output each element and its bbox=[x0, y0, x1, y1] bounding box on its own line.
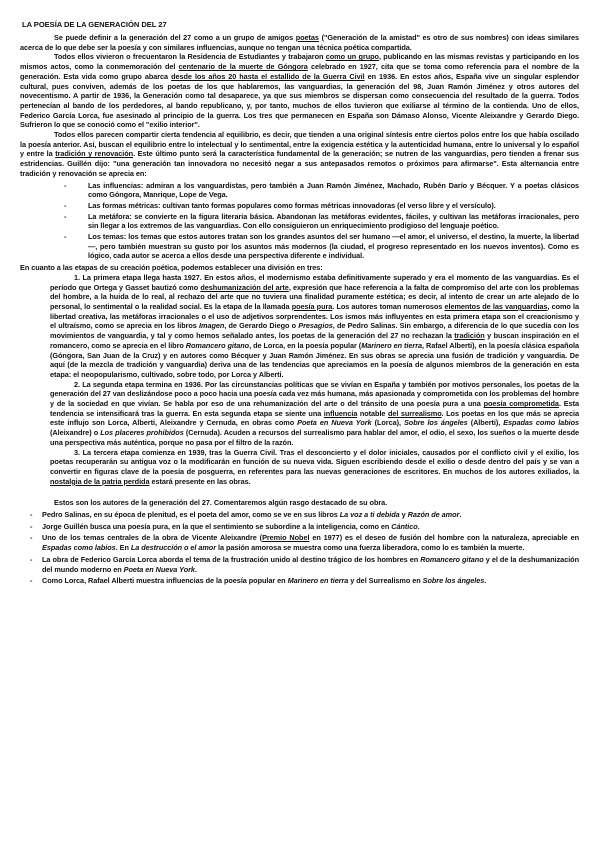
text: . bbox=[459, 510, 462, 520]
list-item bbox=[30, 533, 579, 552]
text: Jorge Guillén busca una poesía pura, en la que el sentimiento se subordine a la inteligencia, como en bbox=[42, 521, 392, 531]
intro-paragraph-3 bbox=[20, 130, 579, 179]
list-item: - La metáfora: se convierte en la figura literaria básica. Abandonan las metáforas evidentes, fáciles, y cultivan las metáforas irracionales, pero sin llegar a los extremos de las vanguardias. Con ello consiguieron un enriquecimiento prodigioso del lenguaje poético. bbox=[64, 212, 579, 231]
text: . Este último punto será la característica fundamental de la generación; se nutren de las vanguardias, pero tienden a frenar sus estridencias. Guillén dijo: "una generación tan innovadora no necesitó negar a sus antepasados remotos o próximos para afirmarse". Esta alternancia entre tradición y renovación se aprecia en: bbox=[20, 149, 579, 178]
text: . bbox=[484, 576, 487, 586]
intro-paragraph-1 bbox=[20, 33, 579, 52]
text: , Rafael Alberti), en la poesía clásica española (Góngora, San Juan de la Cruz) y en autores como Bécquer y Juan Ramón Jiménez. En sus obras se aprecia una fusión de tradición y vanguardia. De aquí (de la mezcla de tradición y vanguardia) deriva una de las tendencias que apreciamos en la poesía de algunos miembros de la generación en esta etapa: el neopopularismo, cultivado, sobre todo, por Lorca y Alberti. bbox=[50, 340, 579, 379]
stages-intro: En cuanto a las etapas de su creación poética, podemos establecer una división en tres: bbox=[20, 263, 323, 273]
text: . bbox=[417, 521, 420, 531]
book-title: Romancero gitano bbox=[185, 340, 250, 350]
text: , de Lorca, en la poesía popular ( bbox=[249, 340, 362, 350]
text: 3. La tercera etapa comienza en 1939, tras la Guerra Civil. Tras el desconcierto y el dolor iniciales, causados por el conflicto civil y el exilio, los poetas recuperarán su antigua voz o la modificarán en función de su nueva vida. Siguen escribiendo desde el exilio o desde dentro del país y se van a convertir en figuras clave de la poesía de posguerra, en referentes para las nuevas generaciones de escritores. En muchos de los autores exiliados, la bbox=[50, 447, 579, 476]
underlined-term: elementos de las vanguardias bbox=[444, 301, 548, 311]
text: Todos ellos vivieron o frecuentaron la Residencia de Estudiantes y trabajaron bbox=[54, 52, 326, 62]
text: Pedro Salinas, en su época de plenitud, es el poeta del amor, como se ve en sus libros bbox=[42, 510, 340, 520]
underlined-term: Premio Nobel bbox=[262, 533, 310, 543]
underlined-term: influencia bbox=[323, 408, 358, 418]
underlined-term: tradición y renovación bbox=[55, 149, 134, 159]
list-item: - Los temas: los temas que estos autores tratan son los grandes asuntos del ser humano —el amor, el universo, el destino, la muerte, la libertad—, pero también muestran su gusto por los asuntos más modernos (la ciudad, el progreso representado en los nuevos inventos). Como es lógico, cada autor se acerca a ellos desde una perspectiva diferente e individual. bbox=[64, 232, 579, 261]
text: , de Pedro Salinas. Sin embargo, a diferencia de lo que sucedía con los movimientos de vanguardia, y tal y como hemos señalado antes, los poetas de la generación del 27 no rechazan la bbox=[50, 321, 579, 341]
spacer bbox=[20, 486, 579, 496]
stage-3-paragraph bbox=[50, 448, 579, 487]
text: en 1977) es el deseo de fusión del hombre con la naturaleza, apreciable en bbox=[309, 533, 580, 543]
text: (Lorca), bbox=[371, 418, 404, 428]
text: La obra de Federico García Lorca aborda el tema de la frustración unido al destino trágico de los hombres en bbox=[42, 554, 421, 564]
underlined-term: poesía pura bbox=[291, 301, 333, 311]
text: 2. La segunda etapa termina en 1936. Por las circunstancias políticas que se vivían en España y también por motivos personales, los poetas de la generación del 27 van deslizándose poco a poco hacia una poesía cada vez más humana, más apasionada y comprometida con los problemas del hombre y de la sociedad en que vivían. Se habla por eso de una rehumanización del arte o del tránsito de una poesía pura a una bbox=[50, 379, 579, 409]
text: Como Lorca, Rafael Alberti muestra influencias de la poesía popular en bbox=[42, 576, 288, 586]
text: celebrado en 1927, cita que se toma como referencia para el nombre de la generación. Esta vida como grupo abarca bbox=[20, 62, 579, 81]
book-title: Sobre los ángeles bbox=[422, 576, 485, 586]
stage-1-paragraph bbox=[50, 273, 579, 380]
text: , de Gerardo Diego o bbox=[224, 321, 299, 331]
text: . Los poetas en los que más se aprecia este influjo son Lorca, Alberti, Aleixandre y Cernuda, en obras como bbox=[50, 408, 579, 428]
text: (Cernuda). Acuden a recursos del surrealismo para hablar del amor, el odio, el sexo, los sueños o la muerte desde una perspectiva más auténtica, porque no pasa por el filtro de la razón. bbox=[50, 428, 579, 447]
text: estará presente en las obras. bbox=[149, 476, 251, 486]
book-title: Marinero en tierra bbox=[287, 576, 349, 586]
list-item: - Las formas métricas: cultivan tanto formas populares como formas métricas innovadoras (el verso libre y el versículo). bbox=[64, 201, 579, 211]
text: Uno de los temas centrales de la obra de Vicente Aleixandre ( bbox=[42, 533, 263, 543]
text: y bbox=[399, 510, 408, 520]
underlined-term: poetas bbox=[295, 33, 319, 42]
text: en 1936. En estos años, España vive un singular esplendor cultural, pues conviven, además de los poetas de los que hablaremos, las vanguardias, la generación del 98, Juan Ramón Jiménez y otros autores del novecentismo. A partir de 1936, la Generación como tal desaparece, ya que sus miembros se dispersan como consecuencia del resultado de la guerra. Todos pertenecían al bando de los perdedores, al bando republicano, y, por tanto, muchos de ellos tuvieron que exiliarse al término de la contienda. Uno de ellos, Federico García Lorca, fue asesinado al principio de la guerra. Los tres que permanecen en España son Dámaso Alonso, Vicente Aleixandre y Gerardo Diego. Sufrieron lo que se conoció como el "exilio interior". bbox=[20, 71, 579, 130]
underlined-term: como un grupo bbox=[325, 52, 379, 62]
text: . Los autores toman numerosos bbox=[332, 301, 445, 311]
authors-list bbox=[20, 510, 579, 586]
list-item bbox=[30, 510, 579, 520]
text: 1. La primera etapa llega hasta 1927. En estos años, el modernismo estaba definitivamente superado y era el momento de las vanguardias. Es el período que Ortega y Gasset bautizó como bbox=[50, 272, 579, 292]
text: y el de la deshumanización del mundo moderno en bbox=[42, 554, 579, 574]
text: , expresión que hace referencia a la falta de compromiso del arte con los problemas del hombre, a la huida de lo real, al rechazo del arte que no tuviera una finalidad puramente estética; es decir, al intento de crear un arte alejado de lo personal, lo sentimental o la realidad social. Es la etapa de la llamada bbox=[50, 282, 579, 311]
book-title: Sobre los ángeles bbox=[403, 418, 468, 428]
book-title: Espadas como labios bbox=[503, 418, 579, 428]
book-title: Cántico bbox=[391, 521, 418, 531]
book-title: Imagen bbox=[199, 321, 225, 331]
list-item bbox=[30, 522, 579, 532]
book-title: La voz a ti debida bbox=[339, 510, 400, 520]
book-title: Romancero gitano bbox=[420, 554, 484, 564]
text: . bbox=[194, 564, 197, 574]
text: , publicando en las mismas revistas y participando en los mismos actos, como la conmemoración del bbox=[20, 52, 579, 72]
underlined-term: tradición bbox=[454, 331, 485, 341]
text: (Aleixandre) o bbox=[50, 428, 101, 438]
text: la pasión amorosa se muestra como una fuerza liberadora, como lo es también la muerte. bbox=[216, 543, 525, 553]
book-title: Poeta en Nueva York bbox=[123, 564, 195, 574]
list-item: - Las influencias: admiran a los vanguardistas, pero también a Juan Ramón Jiménez, Machado, Rubén Darío y Bécquer. Y a poetas clásicos como Góngora, Manrique, Lope de Vega. bbox=[64, 181, 579, 200]
stages-section bbox=[20, 273, 579, 486]
book-title: Poeta en Nueva York bbox=[297, 418, 372, 428]
features-list bbox=[20, 181, 579, 262]
list-item bbox=[30, 576, 579, 586]
stage-2-paragraph bbox=[50, 380, 579, 448]
text: (Alberti), bbox=[467, 418, 504, 428]
text: . En bbox=[115, 543, 131, 553]
underlined-term: nostalgia de la patria perdida bbox=[50, 476, 150, 486]
text: notable bbox=[357, 408, 388, 418]
book-title: Espadas como labios bbox=[42, 543, 116, 553]
text: Todos ellos parecen compartir cierta tendencia al equilibrio, es decir, que tienden a una original síntesis entre ciertos polos entre los que había oscilado la poesía anterior. Así, buscan el equilibrio entre lo intelectual y lo sentimental, entre la exigencia estética y la autenticidad humana, entre lo universal y lo español y entre la bbox=[20, 130, 579, 159]
text: Se puede definir a la generación del 27 como a un grupo de amigos bbox=[54, 33, 296, 42]
underlined-term: centenario de la muerte de Góngora bbox=[178, 62, 308, 72]
document-title: LA POESÍA DE LA GENERACIÓN DEL 27 bbox=[22, 20, 167, 29]
list-item bbox=[30, 555, 579, 574]
underlined-term: deshumanización del arte bbox=[200, 282, 289, 292]
underlined-term: poesía comprometida bbox=[483, 399, 559, 409]
intro-paragraph-2 bbox=[20, 52, 579, 130]
text: . Esta tendencia se intensificará tras la guerra. En esta segunda etapa se siente una bbox=[50, 399, 579, 418]
book-title: Marinero en tierra bbox=[361, 340, 423, 350]
book-title: Presagios bbox=[298, 321, 333, 331]
book-title: Los placeres prohibidos bbox=[100, 428, 184, 438]
book-title: La destrucción o el amor bbox=[130, 543, 216, 553]
authors-intro: Estos son los autores de la generación del 27. Comentaremos algún rasgo destacado de su obra. bbox=[54, 498, 388, 508]
text: y del Surrealismo en bbox=[348, 576, 423, 586]
text: ("Generación de la amistad" es otro de sus nombres) con ideas similares acerca de lo que debe ser la poesía y con similares influencias, aunque no tengan una técnica poética compartida. bbox=[20, 33, 579, 52]
text: y buscan inspiración en el romancero, como se aprecia en el libro bbox=[50, 331, 579, 350]
book-title: Razón de amor bbox=[407, 510, 460, 520]
underlined-term: desde los años 20 hasta el estallido de la Guerra Civil bbox=[171, 71, 365, 81]
text: , como la libertad creativa, las metáforas irracionales o el uso de adjetivos sorprendentes. Los ismos más influyentes en esta primera etapa son el creacionismo y el ultraísmo, como se aprecia en los libros bbox=[50, 301, 579, 331]
underlined-term: del surrealismo bbox=[387, 408, 442, 418]
